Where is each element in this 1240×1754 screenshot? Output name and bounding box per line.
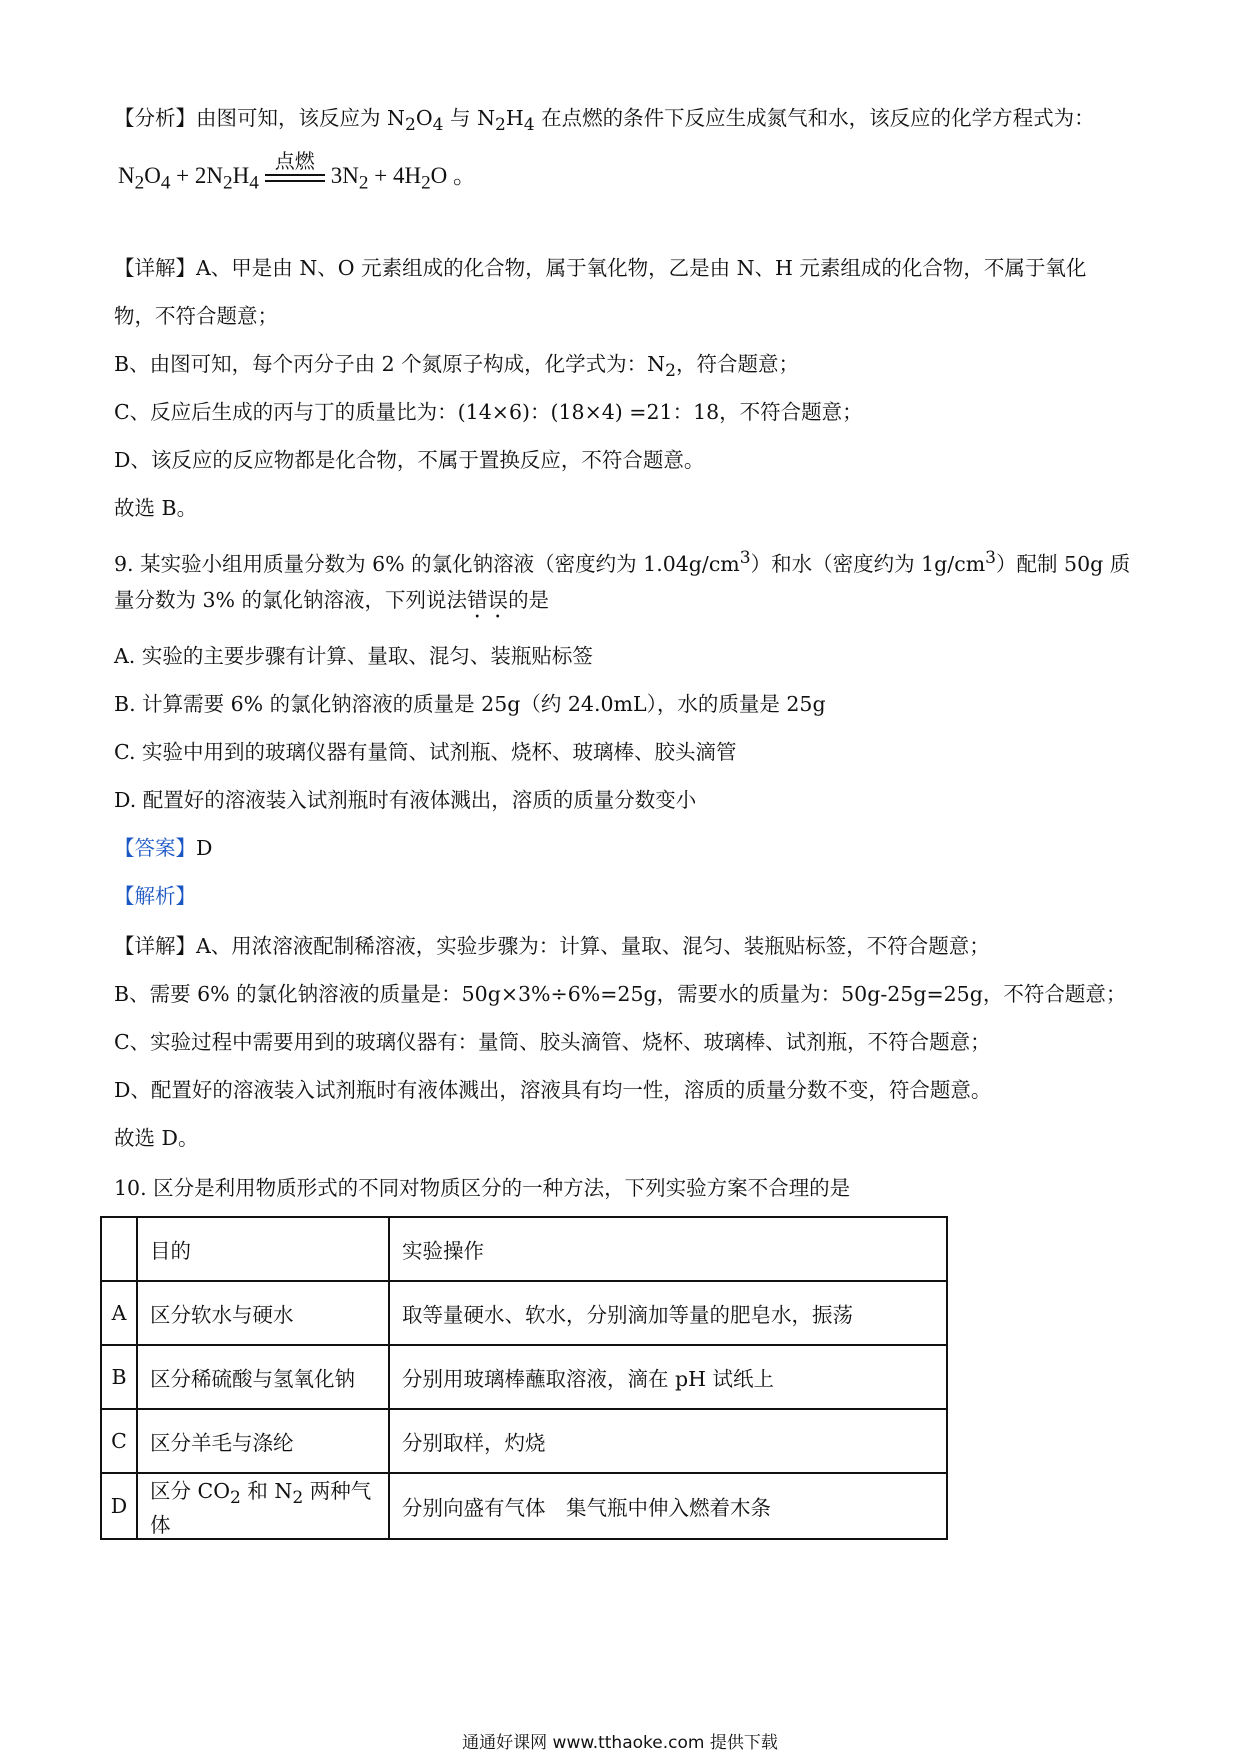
q9-option-d: D. 配置好的溶液装入试剂瓶时有液体溅出，溶质的质量分数变小	[114, 788, 697, 812]
page-footer: 通通好课网 www.tthaoke.com 提供下载	[462, 1733, 778, 1753]
q9-stem-line-2: 量分数为 3% 的氯化钠溶液，下列说法错误的是	[114, 588, 550, 612]
detail8-line-1: 【详解】A、甲是由 N、O 元素组成的化合物，属于氧化物，乙是由 N、H 元素组成的化合物，不属于氧化	[114, 256, 1087, 280]
table-header-row	[101, 1217, 947, 1281]
table-row	[101, 1473, 947, 1539]
table-cell: B	[101, 1345, 137, 1409]
table-cell: 区分羊毛与涤纶	[137, 1409, 389, 1473]
q9-detail-5: 故选 D。	[114, 1126, 199, 1150]
detail8-line-3: B、由图可知，每个丙分子由 2 个氮原子构成，化学式为：$N_2$，符合题意；	[114, 352, 799, 382]
table-cell	[101, 1217, 137, 1281]
table-cell: 区分稀硫酸与氢氧化钠	[137, 1345, 389, 1409]
detail8-line-4: C、反应后生成的丙与丁的质量比为：(14×6)：(18×4) =21：18，不符合题意；	[114, 400, 863, 424]
emphasized-word: 错误	[467, 588, 509, 612]
q9-stem-line-1: 9. 某实验小组用质量分数为 6% 的氯化钠溶液（密度约为 $1.04g/cm^3$）和水（密度约为 $1g/cm^3$）配制 50g 质	[114, 548, 1131, 576]
table-cell: C	[101, 1409, 137, 1473]
q9-detail-3: C、实验过程中需要用到的玻璃仪器有：量筒、胶头滴管、烧杯、玻璃棒、试剂瓶，不符合题意；	[114, 1030, 991, 1054]
table-cell: 实验操作	[389, 1217, 947, 1281]
table-cell: D	[101, 1473, 137, 1539]
q9-detail-1: 【详解】A、用浓溶液配制稀溶液，实验步骤为：计算、量取、混匀、装瓶贴标签，不符合题意；	[114, 934, 990, 958]
detail8-line-2: 物，不符合题意；	[114, 304, 278, 328]
q10-stem: 10. 区分是利用物质形式的不同对物质区分的一种方法，下列实验方案不合理的是	[114, 1176, 851, 1200]
chemical-equation: $N_2O_4 + 2N_2H_4$ 点燃 $3N_2 + 4H_2O$ 。	[118, 157, 476, 195]
q9-option-a: A. 实验的主要步骤有计算、量取、混匀、装瓶贴标签	[114, 644, 593, 668]
q9-answer: 【答案】D	[114, 836, 213, 860]
table-row	[101, 1409, 947, 1473]
table-cell: A	[101, 1281, 137, 1345]
q9-detail-2: B、需要 6% 的氯化钠溶液的质量是：50g×3%÷6%=25g，需要水的质量为：50g-25g=25g，不符合题意；	[114, 982, 1127, 1006]
reaction-equals-sign	[265, 148, 325, 185]
answer-tag: 【答案】	[114, 836, 196, 860]
q10-table	[100, 1216, 948, 1540]
table-row	[101, 1281, 947, 1345]
reaction-condition: 点燃	[274, 148, 315, 173]
table-cell: 区分 $CO_2$ 和 $N_2$ 两种气体	[137, 1473, 389, 1539]
table-row	[101, 1345, 947, 1409]
table-cell: 取等量硬水、软水，分别滴加等量的肥皂水，振荡	[389, 1281, 947, 1345]
analysis-line: 【分析】由图可知，该反应为 $N_2O_4$ 与 $N_2H_4$ 在点燃的条件下反应生成氮气和水，该反应的化学方程式为：	[114, 106, 1095, 136]
table-cell: 分别取样，灼烧	[389, 1409, 947, 1473]
q9-jiexi-tag: 【解析】	[114, 884, 196, 908]
detail8-line-5: D、该反应的反应物都是化合物，不属于置换反应，不符合题意。	[114, 448, 705, 472]
q9-option-c: C. 实验中用到的玻璃仪器有量筒、试剂瓶、烧杯、玻璃棒、胶头滴管	[114, 740, 737, 764]
q9-detail-4: D、配置好的溶液装入试剂瓶时有液体溅出，溶液具有均一性，溶质的质量分数不变，符合题意。	[114, 1078, 992, 1102]
table-cell: 分别用玻璃棒蘸取溶液，滴在 pH 试纸上	[389, 1345, 947, 1409]
detail8-line-6: 故选 B。	[114, 496, 198, 520]
table-cell: 目的	[137, 1217, 389, 1281]
table-cell: 区分软水与硬水	[137, 1281, 389, 1345]
table-cell: 分别向盛有气体 集气瓶中伸入燃着木条	[389, 1473, 947, 1539]
q9-option-b: B. 计算需要 6% 的氯化钠溶液的质量是 25g（约 24.0mL），水的质量是 25g	[114, 692, 826, 716]
analysis-tag: 【分析】	[114, 106, 196, 130]
